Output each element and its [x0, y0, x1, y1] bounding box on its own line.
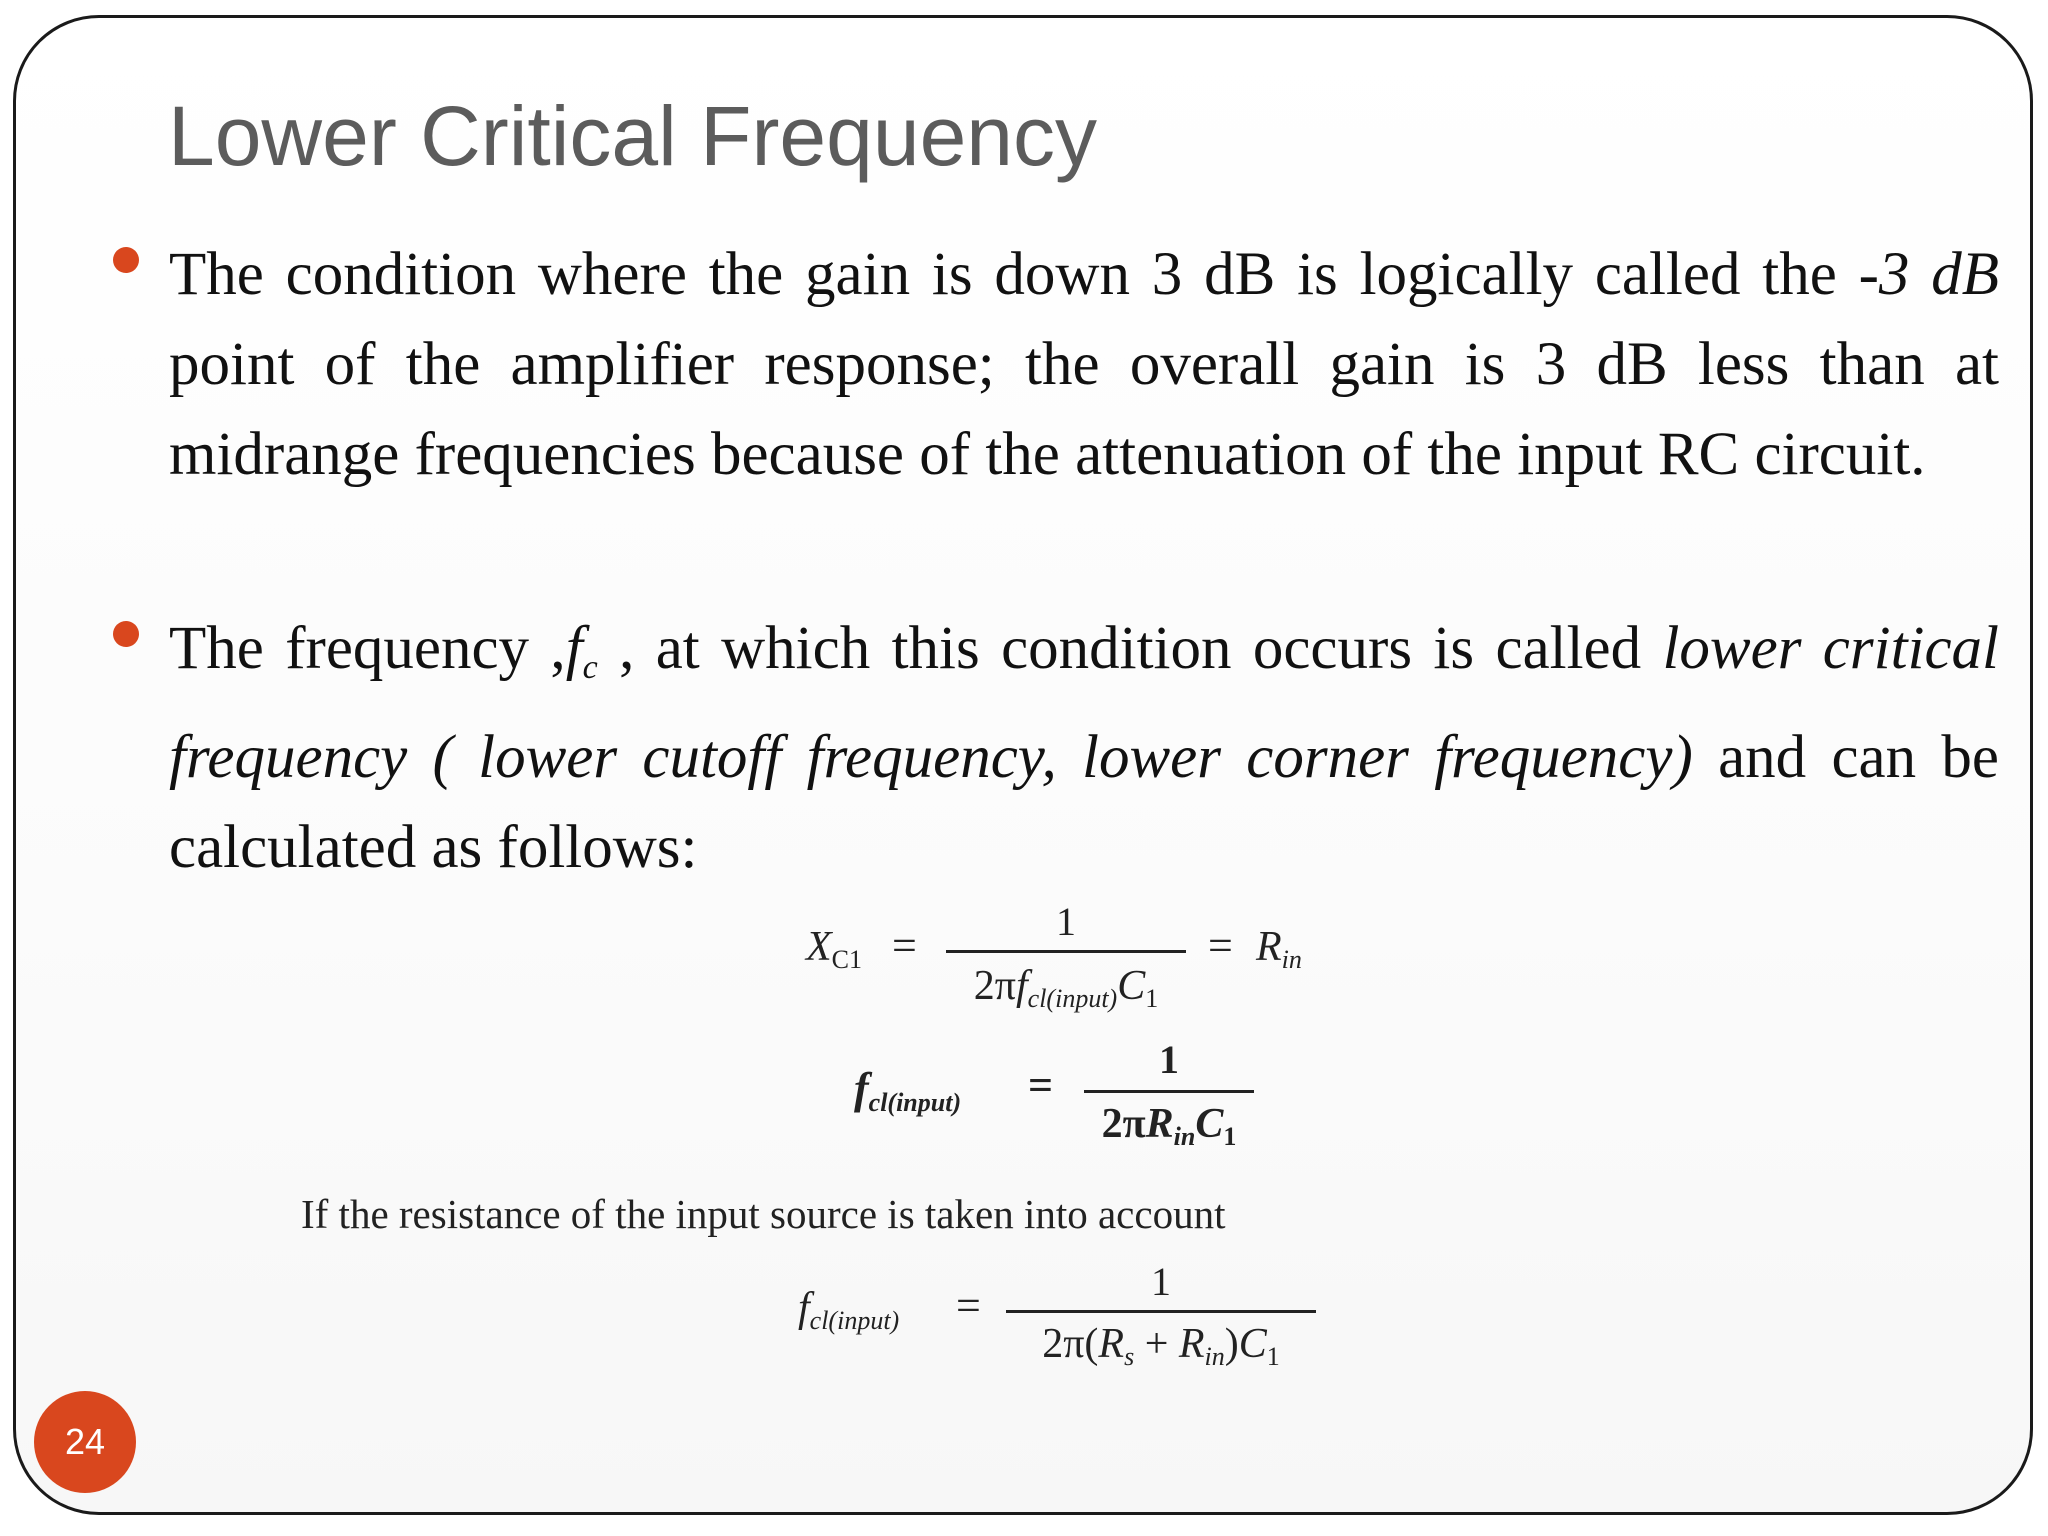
eq2-equals: = [1028, 1061, 1054, 1110]
bullet-1-part-1: The condition where the gain is down 3 dB is logically called the [169, 241, 1859, 308]
slide-title: Lower Critical Frequency [168, 89, 1098, 183]
bullet-1-italic: -3 dB [1858, 241, 1999, 308]
eq1-lhs: $X_{C1}$ [806, 924, 862, 974]
bullet-1-part-2: point of the amplifier response; the overall gain is 3 dB less than at midrange frequencies because of the attenuation of the input RC circuit. [169, 331, 1999, 488]
eq1-numerator: 1 [1056, 899, 1076, 944]
bullet-1-text [169, 230, 1999, 500]
fc-symbol: $f_c$ [565, 615, 598, 686]
bullet-2-text [169, 604, 1999, 893]
eq2-lhs: $f_{cl(input)}$ [854, 1064, 962, 1117]
bullet-2-italic: lower critical frequency ( lower cutoff frequency, lower corner frequency) [169, 615, 1999, 791]
eq3-fraction-bar [1006, 1310, 1316, 1313]
eq2-denominator: $2\pi R_{in}C_1$ [1101, 1101, 1237, 1151]
eq1-equals: = [892, 921, 917, 970]
bullet-2-part-3: and can be calculated as follows: [169, 724, 1999, 881]
page-number-badge: 24 [34, 1391, 136, 1493]
eq3-denominator: $2\pi(R_s + R_{in})C_1$ [1042, 1321, 1280, 1371]
eq3-lhs: $f_{cl(input)}$ [798, 1285, 900, 1335]
eq1-rhs: $R_{in}$ [1256, 924, 1302, 974]
eq1-fraction-bar [946, 950, 1186, 953]
resistance-note: If the resistance of the input source is taken into account [301, 1191, 1226, 1237]
slide [13, 15, 2033, 1515]
bullet-dot-icon [113, 621, 139, 647]
bullet-dot-icon [113, 247, 139, 273]
eq2-numerator: 1 [1159, 1037, 1179, 1082]
bullet-2-part-1: The frequency , [169, 615, 566, 682]
bullet-2-part-2: , at which this condition occurs is called [597, 615, 1663, 682]
eq1-denominator: $2\pi f_{cl(input)}C_1$ [973, 963, 1159, 1013]
eq3-equals: = [956, 1281, 981, 1330]
eq2-fraction-bar [1084, 1090, 1254, 1093]
eq1-equals-2: = [1208, 921, 1233, 970]
eq3-numerator: 1 [1151, 1259, 1171, 1304]
